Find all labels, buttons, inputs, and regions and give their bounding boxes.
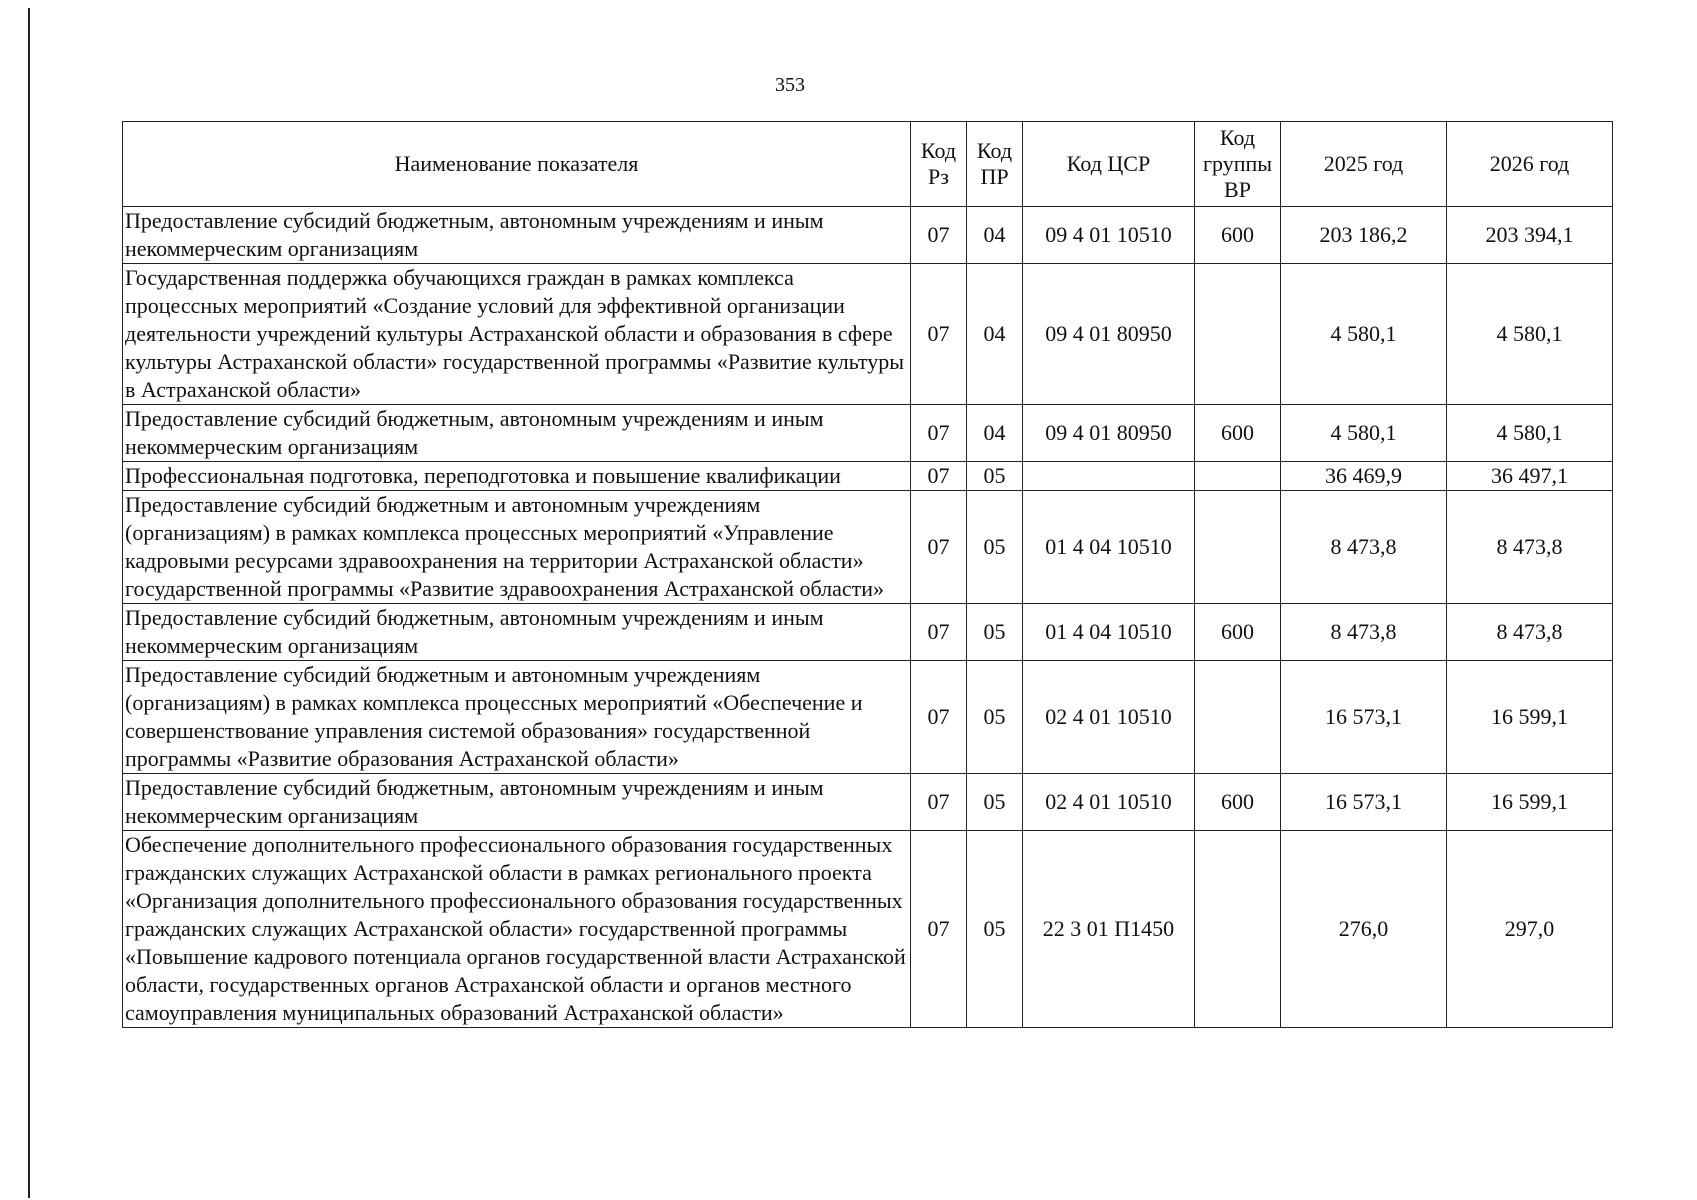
row-csr: 01 4 04 10510 (1023, 491, 1195, 604)
row-2025: 4 580,1 (1281, 264, 1447, 405)
row-rz: 07 (911, 405, 967, 462)
row-pr: 04 (967, 405, 1023, 462)
header-name: Наименование показателя (123, 122, 911, 207)
binding-margin-line (28, 8, 30, 1198)
row-2025: 4 580,1 (1281, 405, 1447, 462)
row-2026: 8 473,8 (1447, 604, 1613, 661)
table-row (123, 831, 1613, 1028)
row-2026: 297,0 (1447, 831, 1613, 1028)
row-2025: 203 186,2 (1281, 207, 1447, 264)
row-rz: 07 (911, 604, 967, 661)
row-csr: 22 3 01 П1450 (1023, 831, 1195, 1028)
table-body (123, 207, 1613, 1028)
row-vr: 600 (1195, 774, 1281, 831)
table-row (123, 207, 1613, 264)
row-vr (1195, 661, 1281, 774)
row-vr (1195, 491, 1281, 604)
row-name: Предоставление субсидий бюджетным, автономным учреждениям и иным некоммерческим организациям (123, 604, 911, 661)
row-pr: 05 (967, 831, 1023, 1028)
row-2026: 4 580,1 (1447, 264, 1613, 405)
row-rz: 07 (911, 661, 967, 774)
row-csr: 02 4 01 10510 (1023, 661, 1195, 774)
table-row (123, 604, 1613, 661)
header-2026: 2026 год (1447, 122, 1613, 207)
row-vr: 600 (1195, 604, 1281, 661)
row-pr: 05 (967, 774, 1023, 831)
row-2026: 16 599,1 (1447, 774, 1613, 831)
row-csr: 09 4 01 10510 (1023, 207, 1195, 264)
header-pr: Код ПР (967, 122, 1023, 207)
row-2026: 16 599,1 (1447, 661, 1613, 774)
row-rz: 07 (911, 774, 967, 831)
row-2026: 4 580,1 (1447, 405, 1613, 462)
row-2025: 8 473,8 (1281, 604, 1447, 661)
row-csr: 02 4 01 10510 (1023, 774, 1195, 831)
row-2025: 276,0 (1281, 831, 1447, 1028)
page-number: 353 (775, 74, 805, 96)
row-pr: 04 (967, 207, 1023, 264)
header-csr: Код ЦСР (1023, 122, 1195, 207)
header-2025: 2025 год (1281, 122, 1447, 207)
row-rz: 07 (911, 264, 967, 405)
budget-table (122, 121, 1613, 1028)
row-rz: 07 (911, 462, 967, 491)
header-vr: Код группы ВР (1195, 122, 1281, 207)
row-2025: 16 573,1 (1281, 661, 1447, 774)
row-name: Предоставление субсидий бюджетным, автономным учреждениям и иным некоммерческим организациям (123, 774, 911, 831)
table-header (123, 122, 1613, 207)
row-2025: 36 469,9 (1281, 462, 1447, 491)
row-2026: 36 497,1 (1447, 462, 1613, 491)
row-name: Предоставление субсидий бюджетным и автономным учреждениям (организациям) в рамках комплекса процессных мероприятий «Обеспечение и совершенствование управления системой образования» государственной программы «Развитие образования Астраханской области» (123, 661, 911, 774)
table-row (123, 405, 1613, 462)
row-name: Профессиональная подготовка, переподготовка и повышение квалификации (123, 462, 911, 491)
row-vr (1195, 462, 1281, 491)
row-rz: 07 (911, 207, 967, 264)
row-pr: 04 (967, 264, 1023, 405)
table-row (123, 661, 1613, 774)
row-2026: 8 473,8 (1447, 491, 1613, 604)
row-name: Государственная поддержка обучающихся граждан в рамках комплекса процессных мероприятий «Создание условий для эффективной организации деятельности учреждений культуры Астраханской области и образования в сфере культуры Астраханской области» государственной программы «Развитие культуры в Астраханской области» (123, 264, 911, 405)
row-pr: 05 (967, 462, 1023, 491)
row-2025: 8 473,8 (1281, 491, 1447, 604)
header-row (123, 122, 1613, 207)
row-csr (1023, 462, 1195, 491)
row-pr: 05 (967, 661, 1023, 774)
row-name: Предоставление субсидий бюджетным, автономным учреждениям и иным некоммерческим организациям (123, 405, 911, 462)
row-name: Обеспечение дополнительного профессионального образования государственных гражданских служащих Астраханской области в рамках регионального проекта «Организация дополнительного профессионального образования государственных гражданских служащих Астраханской области» государственной программы «Повышение кадрового потенциала органов государственной власти Астраханской области, государственных органов Астраханской области и органов местного самоуправления муниципальных образований Астраханской области» (123, 831, 911, 1028)
row-csr: 01 4 04 10510 (1023, 604, 1195, 661)
row-vr: 600 (1195, 405, 1281, 462)
row-2025: 16 573,1 (1281, 774, 1447, 831)
header-rz: Код Рз (911, 122, 967, 207)
row-pr: 05 (967, 491, 1023, 604)
row-name: Предоставление субсидий бюджетным и автономным учреждениям (организациям) в рамках комплекса процессных мероприятий «Управление кадровыми ресурсами здравоохранения на территории Астраханской области» государственной программы «Развитие здравоохранения Астраханской области» (123, 491, 911, 604)
table-row (123, 462, 1613, 491)
row-2026: 203 394,1 (1447, 207, 1613, 264)
row-vr: 600 (1195, 207, 1281, 264)
table-row (123, 774, 1613, 831)
table-row (123, 491, 1613, 604)
row-csr: 09 4 01 80950 (1023, 264, 1195, 405)
row-pr: 05 (967, 604, 1023, 661)
row-vr (1195, 831, 1281, 1028)
row-vr (1195, 264, 1281, 405)
row-rz: 07 (911, 491, 967, 604)
row-rz: 07 (911, 831, 967, 1028)
table-row (123, 264, 1613, 405)
row-csr: 09 4 01 80950 (1023, 405, 1195, 462)
row-name: Предоставление субсидий бюджетным, автономным учреждениям и иным некоммерческим организациям (123, 207, 911, 264)
